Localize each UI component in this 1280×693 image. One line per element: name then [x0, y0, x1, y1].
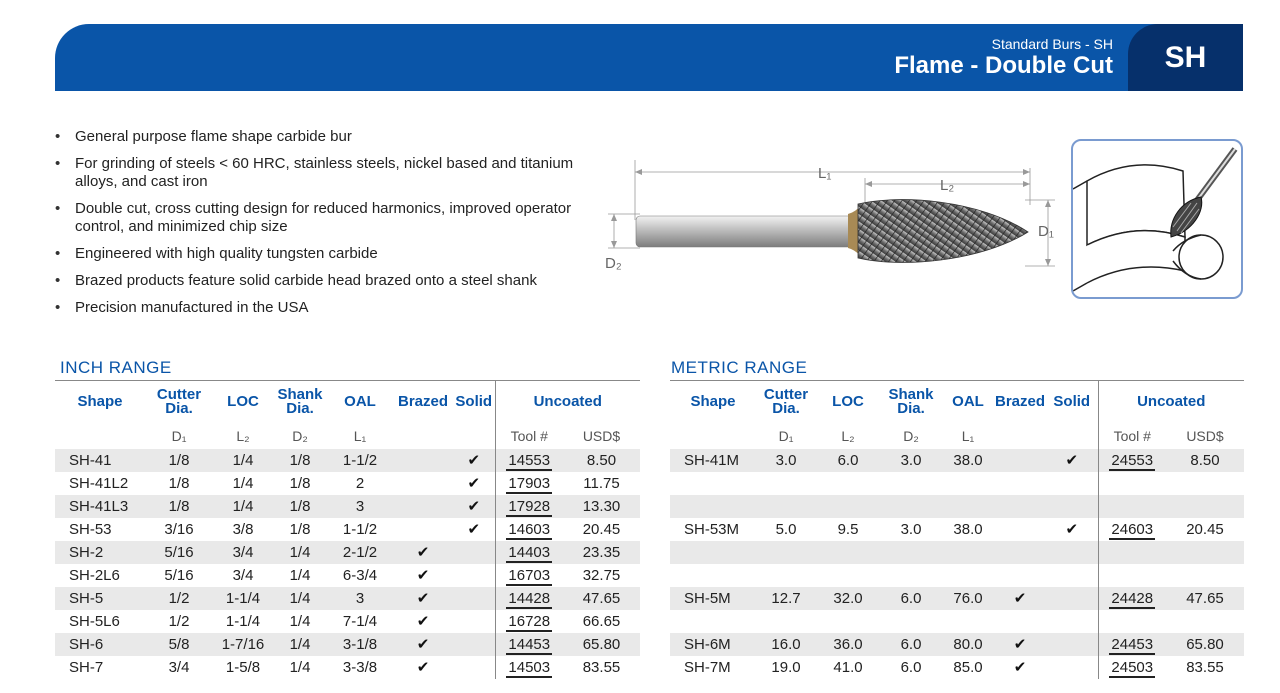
solid-check — [1046, 495, 1098, 518]
shank-dia-cell: 1/4 — [289, 566, 311, 584]
sub-l1: L₁ — [961, 427, 975, 444]
table-row — [55, 610, 640, 633]
l1-label: L₁ — [818, 165, 832, 182]
sub-blank — [393, 423, 453, 449]
shank-dia-cell: 1/4 — [273, 587, 327, 610]
shape-cell — [670, 472, 756, 495]
cutter-dia-cell — [756, 472, 816, 495]
brazed-check — [393, 449, 453, 472]
price-usd: 47.65 — [563, 587, 640, 610]
brazed-check — [994, 518, 1046, 541]
solid-check — [1046, 587, 1098, 610]
table-row — [670, 495, 1244, 518]
table-row — [55, 495, 640, 518]
brazed-check: ✔ — [416, 567, 430, 584]
cutter-dia-cell: 19.0 — [771, 658, 801, 676]
table-row — [670, 449, 1244, 472]
solid-check — [1046, 633, 1098, 656]
oal-cell — [942, 495, 994, 518]
shank-dia-cell: 1/4 — [289, 612, 311, 630]
col-loc: LOC — [213, 381, 273, 423]
table-row — [55, 656, 640, 679]
shape-cell: SH-7 — [69, 658, 104, 676]
sub-tool: Tool # — [495, 423, 563, 449]
tool-number-link: 24603 — [1111, 520, 1154, 538]
price-usd: 47.65 — [1166, 587, 1244, 610]
shape-cell: SH-53 — [69, 520, 112, 538]
cutter-dia-cell: 1/8 — [168, 474, 190, 492]
col-uncoated: Uncoated — [495, 381, 640, 423]
cutter-dia-cell: 1/8 — [145, 495, 213, 518]
shank-dia-cell — [880, 495, 942, 518]
d2-label: D₂ — [605, 255, 622, 272]
table-row — [670, 587, 1244, 610]
table-row — [55, 564, 640, 587]
solid-check: ✔ — [1046, 449, 1098, 472]
sub-d2: D₂ — [292, 427, 308, 444]
tool-number-link: 24453 — [1111, 635, 1154, 653]
shank-dia-cell — [880, 541, 942, 564]
price-usd: 23.35 — [563, 541, 640, 564]
price-usd: 20.45 — [1186, 520, 1224, 538]
shank-dia-cell: 6.0 — [880, 587, 942, 610]
tool-number-link — [1130, 567, 1134, 584]
tool-number-link: 14603 — [508, 520, 551, 538]
sub-d2: D₂ — [903, 427, 919, 444]
cutter-dia-cell: 1/8 — [145, 449, 213, 472]
cutter-dia-cell: 16.0 — [756, 633, 816, 656]
shank-dia-cell: 1/4 — [273, 541, 327, 564]
tool-number — [495, 449, 563, 472]
oal-cell: 6-3/4 — [342, 566, 378, 584]
shape-cell: SH-5 — [55, 587, 145, 610]
shank-dia-cell — [880, 564, 942, 587]
sub-blank — [1046, 423, 1098, 449]
sub-tool: Tool # — [1098, 423, 1166, 449]
price-usd: 65.80 — [1166, 633, 1244, 656]
tool-number-link: 14553 — [508, 451, 551, 469]
col-brazed: Brazed — [393, 381, 453, 423]
table-row — [670, 610, 1244, 633]
l2-label: L₂ — [940, 177, 955, 194]
brazed-check: ✔ — [994, 633, 1046, 656]
tool-number — [495, 633, 563, 656]
shank-dia-cell: 3.0 — [880, 449, 942, 472]
shank-dia-cell: 1/4 — [289, 658, 311, 676]
col-loc: LOC — [816, 381, 880, 423]
loc-cell: 32.0 — [816, 587, 880, 610]
sub-d1: D₁ — [778, 427, 794, 444]
price-usd: 20.45 — [582, 520, 621, 538]
brazed-check: ✔ — [393, 633, 453, 656]
table-row — [670, 633, 1244, 656]
col-solid: Solid — [453, 381, 495, 423]
sub-blank — [453, 423, 495, 449]
oal-cell: 1-1/2 — [327, 449, 393, 472]
shape-cell: SH-41L2 — [69, 474, 129, 492]
cutter-dia-cell: 5/16 — [145, 541, 213, 564]
oal-cell: 3-3/8 — [342, 658, 378, 676]
loc-cell: 1-1/4 — [213, 587, 273, 610]
loc-cell — [816, 564, 880, 587]
oal-cell — [942, 541, 994, 564]
price-usd — [1166, 472, 1244, 495]
tool-number — [1098, 587, 1166, 610]
table-row — [670, 472, 1244, 495]
table-row — [670, 541, 1244, 564]
oal-cell: 38.0 — [942, 449, 994, 472]
shape-cell — [670, 610, 756, 633]
oal-cell: 1-1/2 — [342, 520, 378, 538]
sub-d1: D₁ — [171, 427, 187, 444]
loc-cell — [816, 541, 880, 564]
shape-cell: SH-7M — [684, 658, 731, 676]
loc-cell — [816, 610, 880, 633]
price-usd: 83.55 — [1186, 658, 1224, 676]
tool-number — [1098, 472, 1166, 495]
cutter-dia-cell — [756, 541, 816, 564]
shape-cell: SH-53M — [684, 520, 740, 538]
sub-blank — [670, 423, 756, 449]
brazed-check — [994, 610, 1046, 633]
solid-check — [453, 587, 495, 610]
tool-number — [1098, 449, 1166, 472]
loc-cell: 9.5 — [837, 520, 859, 538]
price-usd: 13.30 — [563, 495, 640, 518]
tool-number-link: 14503 — [508, 658, 551, 676]
feature-item: • For grinding of steels < 60 HRC, stainless steels, nickel based and titanium alloys, and cast iron — [55, 155, 595, 191]
sub-blank — [994, 423, 1046, 449]
workpiece-illustration — [1073, 141, 1243, 299]
oal-cell: 85.0 — [953, 658, 983, 676]
sub-usd: USD$ — [582, 427, 621, 444]
feature-item: • Engineered with high quality tungsten carbide — [55, 245, 595, 263]
table-row — [55, 449, 640, 472]
solid-check: ✔ — [1065, 521, 1079, 538]
metric-range-title: METRIC RANGE — [671, 358, 808, 377]
oal-cell — [942, 472, 994, 495]
col-oal: OAL — [327, 381, 393, 423]
price-usd — [1166, 564, 1244, 587]
brazed-check — [994, 495, 1046, 518]
col-shank-dia: Shank Dia. — [880, 381, 942, 423]
feature-list — [55, 128, 595, 326]
tool-number — [1098, 564, 1166, 587]
col-uncoated: Uncoated — [1098, 381, 1244, 423]
col-brazed: Brazed — [994, 381, 1046, 423]
shank-dia-cell: 1/4 — [273, 633, 327, 656]
tool-number-link: 14453 — [508, 635, 551, 653]
sub-usd: USD$ — [1186, 427, 1224, 444]
brazed-check — [994, 541, 1046, 564]
shank-dia-cell: 1/8 — [273, 495, 327, 518]
loc-cell: 3/4 — [213, 541, 273, 564]
shape-cell — [670, 564, 756, 587]
shape-cell: SH-6 — [55, 633, 145, 656]
solid-check — [453, 541, 495, 564]
oal-cell: 2-1/2 — [327, 541, 393, 564]
loc-cell: 41.0 — [833, 658, 863, 676]
tool-number — [495, 518, 563, 541]
price-usd: 32.75 — [582, 566, 621, 584]
shank-dia-cell — [880, 610, 942, 633]
feature-item: • General purpose flame shape carbide bur — [55, 128, 595, 146]
cutter-dia-cell: 3/4 — [168, 658, 190, 676]
loc-cell: 1/4 — [213, 449, 273, 472]
shank-dia-cell: 3.0 — [900, 520, 922, 538]
tool-number-link: 24428 — [1111, 589, 1154, 607]
col-solid: Solid — [1046, 381, 1098, 423]
table-row — [55, 587, 640, 610]
bur-dimension-diagram — [600, 150, 1070, 280]
col-shape: Shape — [55, 381, 145, 423]
solid-check: ✔ — [453, 449, 495, 472]
price-usd — [1166, 495, 1244, 518]
sub-l1: L₁ — [353, 427, 367, 444]
col-oal: OAL — [942, 381, 994, 423]
solid-check — [453, 656, 495, 679]
oal-cell: 76.0 — [942, 587, 994, 610]
loc-cell: 1-1/4 — [225, 612, 261, 630]
solid-check — [453, 564, 495, 587]
table-row — [670, 564, 1244, 587]
table-row — [670, 518, 1244, 541]
feature-item: • Double cut, cross cutting design for reduced harmonics, improved operator control, and minimized chip size — [55, 200, 595, 236]
shape-cell — [670, 495, 756, 518]
solid-check: ✔ — [453, 495, 495, 518]
loc-cell: 6.0 — [816, 449, 880, 472]
col-shape: Shape — [670, 381, 756, 423]
header-banner — [55, 24, 1243, 91]
oal-cell — [942, 564, 994, 587]
feature-item: • Precision manufactured in the USA — [55, 299, 595, 317]
shape-cell — [670, 541, 756, 564]
brazed-check: ✔ — [1013, 659, 1027, 676]
d1-label: D₁ — [1038, 223, 1054, 240]
loc-cell: 1-7/16 — [213, 633, 273, 656]
price-usd: 66.65 — [582, 612, 621, 630]
loc-cell: 3/4 — [232, 566, 254, 584]
oal-cell: 3 — [327, 587, 393, 610]
table-row — [55, 541, 640, 564]
loc-cell: 1/4 — [213, 495, 273, 518]
tool-number — [1098, 518, 1166, 541]
oal-cell: 3 — [327, 495, 393, 518]
shape-cell: SH-2L6 — [69, 566, 120, 584]
series-badge: SH — [1128, 24, 1243, 91]
shank-dia-cell: 6.0 — [880, 633, 942, 656]
brazed-check — [994, 449, 1046, 472]
tool-number-link: 17903 — [508, 474, 551, 492]
cutter-dia-cell: 3/16 — [164, 520, 194, 538]
tool-number — [495, 656, 563, 679]
brazed-check — [994, 472, 1046, 495]
brazed-check: ✔ — [416, 613, 430, 630]
tool-number-link: 16703 — [508, 566, 551, 584]
sub-blank — [55, 423, 145, 449]
price-usd: 11.75 — [583, 474, 620, 492]
loc-cell — [816, 472, 880, 495]
brazed-check: ✔ — [994, 587, 1046, 610]
shank-dia-cell: 1/8 — [289, 474, 311, 492]
shape-cell: SH-6M — [670, 633, 756, 656]
tool-number-link — [1130, 613, 1134, 630]
tool-number — [495, 587, 563, 610]
price-usd: 8.50 — [563, 449, 640, 472]
tool-number — [495, 564, 563, 587]
tool-number — [495, 495, 563, 518]
brazed-check — [393, 518, 453, 541]
brazed-check — [393, 472, 453, 495]
loc-cell: 36.0 — [816, 633, 880, 656]
tool-number-link — [1130, 498, 1134, 515]
tool-number-link — [1130, 544, 1134, 561]
price-usd — [1166, 541, 1244, 564]
oal-cell: 38.0 — [953, 520, 983, 538]
oal-cell — [942, 610, 994, 633]
table-row — [55, 633, 640, 656]
cutter-dia-cell: 5.0 — [775, 520, 797, 538]
brazed-check: ✔ — [416, 659, 430, 676]
tool-number-link — [1130, 475, 1134, 492]
oal-cell: 2 — [355, 474, 365, 492]
table-row — [55, 518, 640, 541]
application-illustration — [1071, 139, 1243, 299]
oal-cell: 80.0 — [942, 633, 994, 656]
shank-dia-cell: 1/8 — [273, 449, 327, 472]
oal-cell: 7-1/4 — [342, 612, 378, 630]
shape-cell: SH-5M — [670, 587, 756, 610]
metric-range-table — [670, 380, 1244, 679]
shape-cell: SH-41L3 — [55, 495, 145, 518]
loc-cell: 1-5/8 — [225, 658, 261, 676]
tool-number-link: 24503 — [1111, 658, 1154, 676]
shape-cell: SH-41 — [55, 449, 145, 472]
price-usd: 8.50 — [1166, 449, 1244, 472]
sub-l2: L₂ — [236, 427, 250, 444]
tool-number-link: 14403 — [508, 543, 551, 561]
sub-l2: L₂ — [841, 427, 855, 444]
solid-check — [1046, 610, 1098, 633]
brazed-check — [994, 564, 1046, 587]
solid-check — [1046, 541, 1098, 564]
cutter-dia-cell: 1/2 — [145, 587, 213, 610]
price-usd: 83.55 — [582, 658, 621, 676]
brazed-check: ✔ — [393, 541, 453, 564]
cutter-dia-cell — [756, 495, 816, 518]
header-title: Flame - Double Cut — [894, 52, 1113, 79]
cutter-dia-cell: 1/2 — [168, 612, 190, 630]
shape-cell: SH-5L6 — [69, 612, 120, 630]
tool-number — [1098, 633, 1166, 656]
tool-number — [1098, 610, 1166, 633]
col-cutter-dia: Cutter Dia. — [145, 381, 213, 423]
solid-check — [453, 633, 495, 656]
shape-cell: SH-2 — [55, 541, 145, 564]
price-usd: 65.80 — [563, 633, 640, 656]
tool-number — [495, 610, 563, 633]
tool-number — [1098, 495, 1166, 518]
feature-item: • Brazed products feature solid carbide head brazed onto a steel shank — [55, 272, 595, 290]
price-usd — [1166, 610, 1244, 633]
header-subtitle: Standard Burs - SH — [991, 36, 1113, 52]
cutter-dia-cell: 5/8 — [145, 633, 213, 656]
shank-dia-cell — [880, 472, 942, 495]
loc-cell: 3/8 — [232, 520, 254, 538]
tool-number-link: 17928 — [508, 497, 551, 515]
solid-check — [1046, 564, 1098, 587]
oal-cell: 3-1/8 — [327, 633, 393, 656]
shape-cell: SH-41M — [670, 449, 756, 472]
tool-number — [1098, 541, 1166, 564]
table-row — [55, 472, 640, 495]
loc-cell: 1/4 — [232, 474, 254, 492]
tool-number — [495, 541, 563, 564]
tool-number — [495, 472, 563, 495]
inch-range-title: INCH RANGE — [60, 358, 172, 377]
brazed-check — [393, 495, 453, 518]
shank-dia-cell: 1/8 — [289, 520, 311, 538]
tool-number-link: 24553 — [1111, 451, 1154, 469]
tool-number-link: 16728 — [508, 612, 551, 630]
cutter-dia-cell — [756, 610, 816, 633]
col-shank-dia: Shank Dia. — [273, 381, 327, 423]
cutter-dia-cell: 12.7 — [756, 587, 816, 610]
tool-number-link: 14428 — [508, 589, 551, 607]
cutter-dia-cell — [756, 564, 816, 587]
shank-dia-cell: 6.0 — [900, 658, 922, 676]
table-row — [670, 656, 1244, 679]
solid-check: ✔ — [467, 521, 481, 538]
solid-check — [1046, 656, 1098, 679]
solid-check — [1046, 472, 1098, 495]
brazed-check: ✔ — [393, 587, 453, 610]
solid-check — [453, 610, 495, 633]
cutter-dia-cell: 5/16 — [164, 566, 194, 584]
col-cutter-dia: Cutter Dia. — [756, 381, 816, 423]
inch-range-table — [55, 380, 640, 679]
loc-cell — [816, 495, 880, 518]
solid-check: ✔ — [467, 475, 481, 492]
tool-number — [1098, 656, 1166, 679]
cutter-dia-cell: 3.0 — [756, 449, 816, 472]
